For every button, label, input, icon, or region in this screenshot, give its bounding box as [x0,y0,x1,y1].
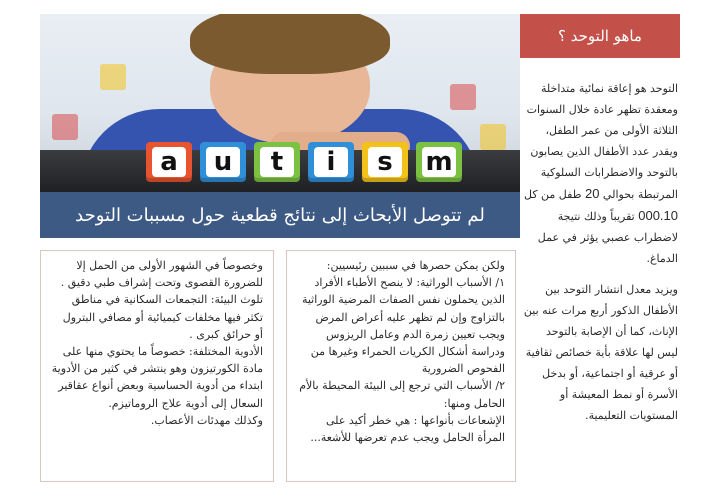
text-span: تقريباً وذلك نتيجة لاضطراب عصبي يؤثر في عمل الدماغ. [537,210,678,265]
text-span: التوحد هو إعاقة نمائية متداخلة ومعقدة تظهر عادة خلال السنوات الثلاثة الأولى من عمر الطفل، ويقدر عدد الأطفال الذين يصابون بالتوحد والاضطرابات السلوكية المرتبطة بحوالي [526,82,678,201]
cube-letter: m [422,147,456,177]
cube-letter: s [368,147,402,177]
letter-cube [362,142,408,182]
genetic-causes: ١/ الأسباب الوراثية: لا ينصح الأطباء الأفراد الذين يحملون نفس الصفات المرضية الوراثية بالتزاوج وإن لم تظهر عليه أعراض المرض ويجب تعيين زمرة الدم وعامل الريزوس ودراسة أشكال الكريات الحمراء وغيرها من الفحوص الضرورية [301,276,505,376]
right-column-text [522,78,678,426]
text-span: طفل من كل [523,188,585,201]
background-cube [480,124,506,150]
pregnancy-note: وخصوصاً في الشهور الأولى من الحمل إلا للضرورة القصوى وتحت إشراف طبي دقيق . [60,259,263,290]
cube-letter: t [260,147,294,177]
background-cube [450,84,476,110]
radiation-cause: الإشعاعات بأنواعها : هي خطر أكيد على المرأة الحامل ويجب عدم تعرضها للأشعة... [310,413,505,445]
section-header [520,14,680,58]
letter-cube [146,142,192,182]
letter-cube [416,142,462,182]
sedatives-note: وكذلك مهدئات الأعصاب. [150,413,263,427]
section-title: ماهو التوحد ؟ [558,27,642,45]
hero-photo [40,14,520,192]
cube-letter: i [314,147,348,177]
background-cube [100,64,126,90]
causes-intro: ولكن يمكن حصرها في سببين رئيسيين: [326,259,505,272]
cube-letter: u [206,147,240,177]
pollution-cause: تلوث البيئة: التجمعات السكانية في مناطق تكثر فيها مخلفات كيميائية أو مصافي البترول أو حرائق كبرى . [62,293,263,341]
letter-cube [200,142,246,182]
definition-paragraph [522,78,678,269]
number-value: 20 [584,186,600,201]
letter-cube [308,142,354,182]
medication-cause: الأدوية المختلفة: خصوصاً ما يحتوي منها على مادة الكورتيزون وهو ينتشر في كثير من الأدوية ابتداء من أدوية الحساسية وبعض أنواع عقاقير السعال إلى أدوية علاج الروماتيزم. [51,345,263,410]
prevalence-paragraph: ويزيد معدل انتشار التوحد بين الأطفال الذكور أربع مرات عنه بين الإناث، كما أن الإصابة بالتوحد ليس لها علاقة بأية خصائص ثقافية أو عرقية أو اجتماعية، أو بدخل الأسرة أو نمط المعيشة أو المستويات التعليمية. [523,283,678,422]
cube-letter: a [152,147,186,177]
causes-box [286,250,516,482]
boy-hair [190,14,390,74]
environmental-causes: ٢/ الأسباب التي ترجع إلى البيئة المحيطة بالأم الحامل ومنها: [299,379,505,410]
causes-continued-box [40,250,274,482]
letter-cube [254,142,300,182]
caption-text: لم تتوصل الأبحاث إلى نتائج قطعية حول مسببات التوحد [75,204,485,226]
background-cube [52,114,78,140]
caption-bar [40,192,520,238]
number-value: 000.10 [638,208,678,223]
